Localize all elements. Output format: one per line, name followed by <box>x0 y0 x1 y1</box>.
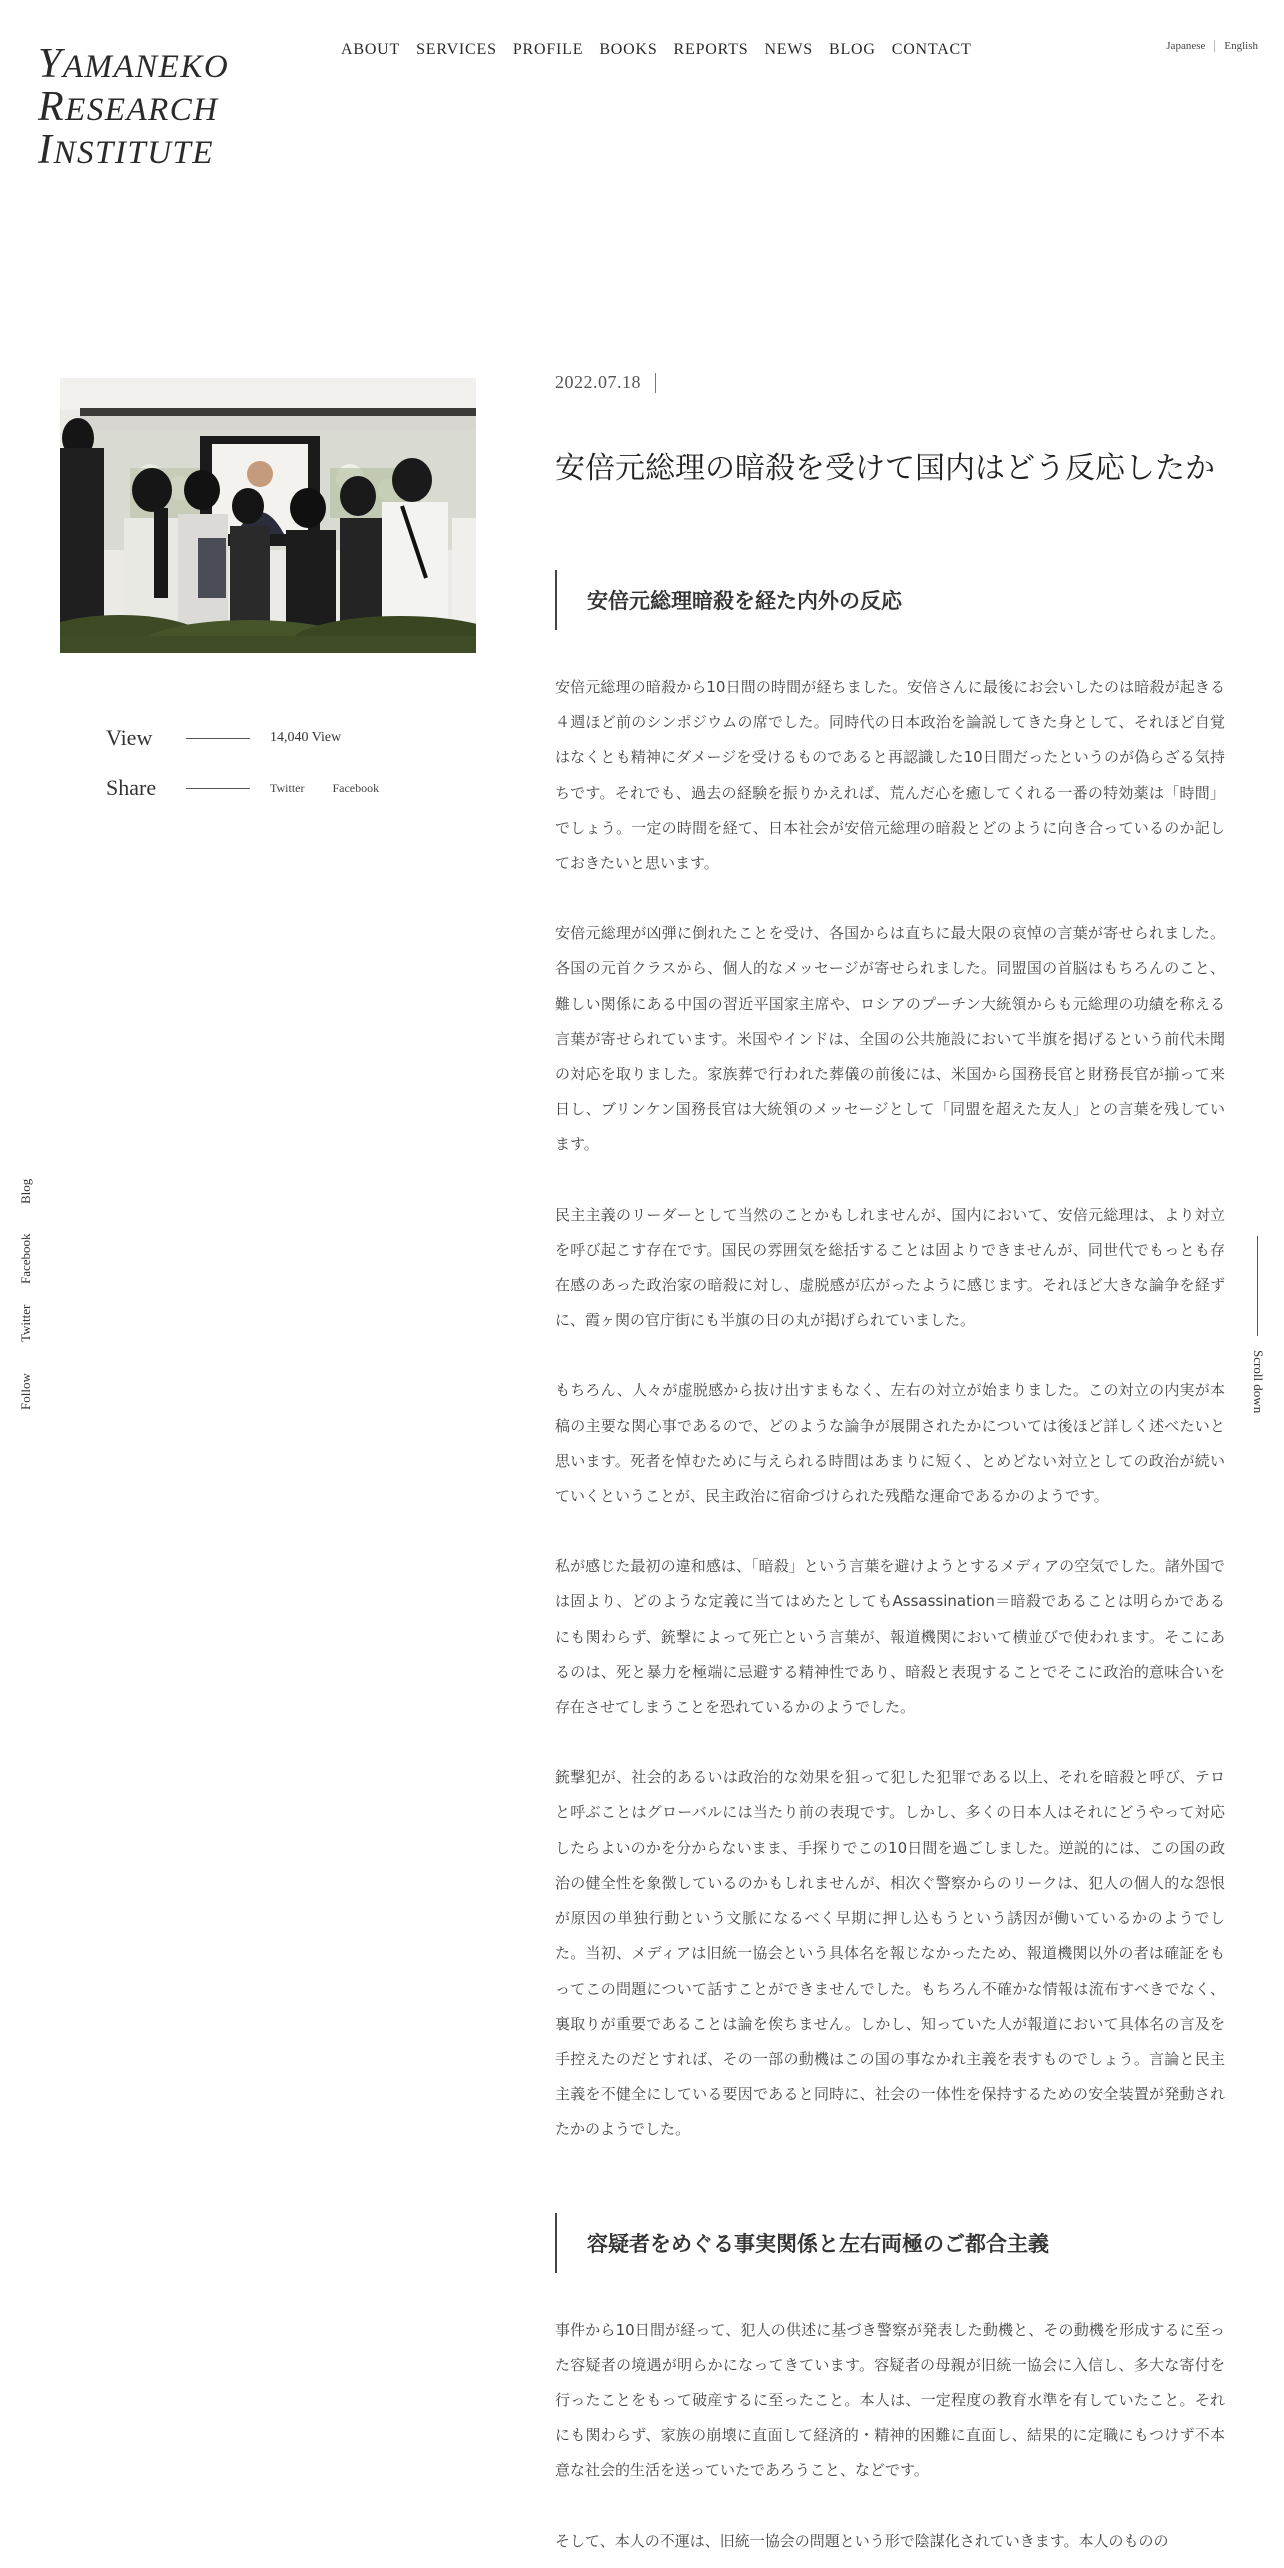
follow-facebook-link[interactable]: Facebook <box>18 1233 33 1284</box>
nav-blog[interactable]: BLOG <box>828 41 876 58</box>
view-count: 14,040 View <box>270 730 342 745</box>
nav-contact[interactable]: CONTACT <box>891 41 972 58</box>
post-date <box>555 372 656 393</box>
share-row <box>106 763 407 813</box>
paragraph-8: そして、本人の不運は、旧統一協会の問題という形で陰謀化されていきます。本人のものの <box>555 2531 1169 2550</box>
lang-english-link[interactable]: English <box>1224 40 1258 52</box>
nav-news[interactable]: NEWS <box>764 41 813 58</box>
scroll-line <box>1257 1236 1258 1336</box>
paragraph-6: 銃撃犯が、社会的あるいは政治的な効果を狙って犯した犯罪である以上、それを暗殺と呼び、テロと呼ぶことはグローバルには当たり前の表現です。しかし、多くの日本人はそれにどうやって対応したらよいのかを分からないまま、手探りでこの10日間を過ごしました。逆説的には、この国の政治の健全性を象徴しているのかもしれませんが、相次ぐ警察からのリークは、犯人の個人的な怨恨が原因の単独行動という文脈になるべく早期に押し込もうという誘因が働いているかのようでした。当初、メディアは旧統一協会という具体名を報じなかったため、報道機関以外の者は確証をもってこの問題について話すことができませんでした。もちろん不確かな情報は流布すべきでなく、裏取りが重要であることは論を俟ちません。しかし、知っていた人が報道において具体名の言及を手控えたのだとすれば、その一部の動機はこの国の事なかれ主義を表すものでしょう。言論と民主主義を不健全にしている要因であると同時に、社会の一体性を保持するための安全装置が発動されたかのようでした。 <box>555 1768 1225 2139</box>
logo-line-2: RESEARCH <box>38 84 219 130</box>
language-switch <box>1166 40 1258 52</box>
share-label: Share <box>106 775 157 800</box>
lang-divider <box>1214 40 1215 52</box>
paragraph-4: もちろん、人々が虚脱感から抜け出すまもなく、左右の対立が始まりました。この対立の内実が本稿の主要な関心事であるので、どのような論争が展開されたかについては後ほど詳しく述べたいと思います。死者を悼むために与えられる時間はあまりに短く、とめどない対立としての政治が続いていくということが、民主政治に宿命づけられた残酷な運命であるかのようです。 <box>555 1381 1225 1506</box>
paragraph-5: 私が感じた最初の違和感は、「暗殺」という言葉を避けようとするメディアの空気でした。諸外国では固より、どのような定義に当てはめたとしてもAssassination＝暗殺であることは明らかであるにも関わらず、銃撃によって死亡という言葉が、報道機関において横並びで使われます。そこにあるのは、死と暴力を極端に忌避する精神性であり、暗殺と表現することでそこに政治的意味合いを存在させてしまうことを恐れているかのようでした。 <box>555 1557 1225 1717</box>
post-date-text: 2022.07.18 <box>555 372 641 392</box>
section-heading-2: 容疑者をめぐる事実関係と左右両極のご都合主義 <box>555 2213 1225 2273</box>
post-title: 安倍元総理の暗殺を受けて国内はどう反応したか <box>555 451 1215 486</box>
nav-reports[interactable]: REPORTS <box>673 41 749 58</box>
share-facebook-link[interactable]: Facebook <box>332 780 380 795</box>
nav-services[interactable]: SERVICES <box>416 41 497 58</box>
paragraph-2: 安倍元総理が凶弾に倒れたことを受け、各国からは直ちに最大限の哀悼の言葉が寄せられました。各国の元首クラスから、個人的なメッセージが寄せられました。同盟国の首脳はもちろんのこと、難しい関係にある中国の習近平国家主席や、ロシアのプーチン大統領からも元総理の功績を称える言葉が寄せられています。米国やインドは、全国の公共施設において半旗を掲げるという前代未聞の対応を取りました。家族葬で行われた葬儀の前後には、米国から国務長官と財務長官が揃って来日し、ブリンケン国務長官は大統領のメッセージとして「同盟を超えた友人」との言葉を残しています。 <box>555 924 1225 1154</box>
site-logo[interactable] <box>38 41 258 173</box>
view-label: View <box>106 725 153 750</box>
post-meta <box>106 713 407 813</box>
scroll-down-indicator[interactable] <box>1246 1236 1270 1436</box>
logo-line-3: INSTITUTE <box>38 127 215 173</box>
section-heading-1: 安倍元総理暗殺を経た内外の反応 <box>555 570 1225 630</box>
nav-about[interactable]: ABOUT <box>341 41 401 58</box>
share-twitter-link[interactable]: Twitter <box>270 780 305 795</box>
paragraph-1: 安倍元総理の暗殺から10日間の時間が経ちました。安倍さんに最後にお会いしたのは暗殺が起きる４週ほど前のシンポジウムの席でした。同時代の日本政治を論説してきた身として、それほど自覚はなくとも精神にダメージを受けるものであると再認識した10日間だったというのが偽らざる気持ちです。それでも、過去の経験を振りかえれば、荒んだ心を癒してくれる一番の特効薬は「時間」でしょう。一定の時間を経て、日本社会が安倍元総理の暗殺とどのように向き合っているのか記しておきたいと思います。 <box>555 678 1225 873</box>
share-divider-line <box>186 788 250 789</box>
date-divider <box>655 373 656 393</box>
follow-links <box>12 1172 38 1412</box>
post-body <box>555 570 1225 2559</box>
scroll-down-label: Scroll down <box>1251 1350 1266 1414</box>
follow-twitter-link[interactable]: Twitter <box>18 1304 33 1342</box>
paragraph-3: 民主主義のリーダーとして当然のことかもしれませんが、国内において、安倍元総理は、より対立を呼び起こす存在です。国民の雰囲気を総括することは固よりできませんが、同世代でもっとも存在感のあった政治家の暗殺に対し、虚脱感が広がったように感じます。それほど大きな論争を経ずに、霞ヶ関の官庁街にも半旗の日の丸が掲げられていました。 <box>555 1205 1225 1330</box>
nav-books[interactable]: BOOKS <box>599 41 658 58</box>
article-hero-image <box>60 378 476 653</box>
logo-line-1: YAMANEKO <box>38 41 230 87</box>
view-divider-line <box>186 738 250 739</box>
nav-profile[interactable]: PROFILE <box>512 41 584 58</box>
paragraph-7: 事件から10日間が経って、犯人の供述に基づき警察が発表した動機と、その動機を形成するに至った容疑者の境遇が明らかになってきています。容疑者の母親が旧統一協会に入信し、多大な寄付を行ったことをもって破産するに至ったこと。本人は、一定程度の教育水準を有していたこと。それにも関わらず、家族の崩壊に直面して経済的・精神的困難に直面し、結果的に定職にもつけず不本意な社会的生活を送っていたであろうこと、などです。 <box>555 2320 1225 2480</box>
follow-label: Follow <box>18 1373 33 1410</box>
lang-japanese-link[interactable]: Japanese <box>1166 40 1206 52</box>
view-row <box>106 713 407 763</box>
follow-blog-link[interactable]: Blog <box>18 1178 33 1204</box>
global-nav <box>341 41 988 59</box>
